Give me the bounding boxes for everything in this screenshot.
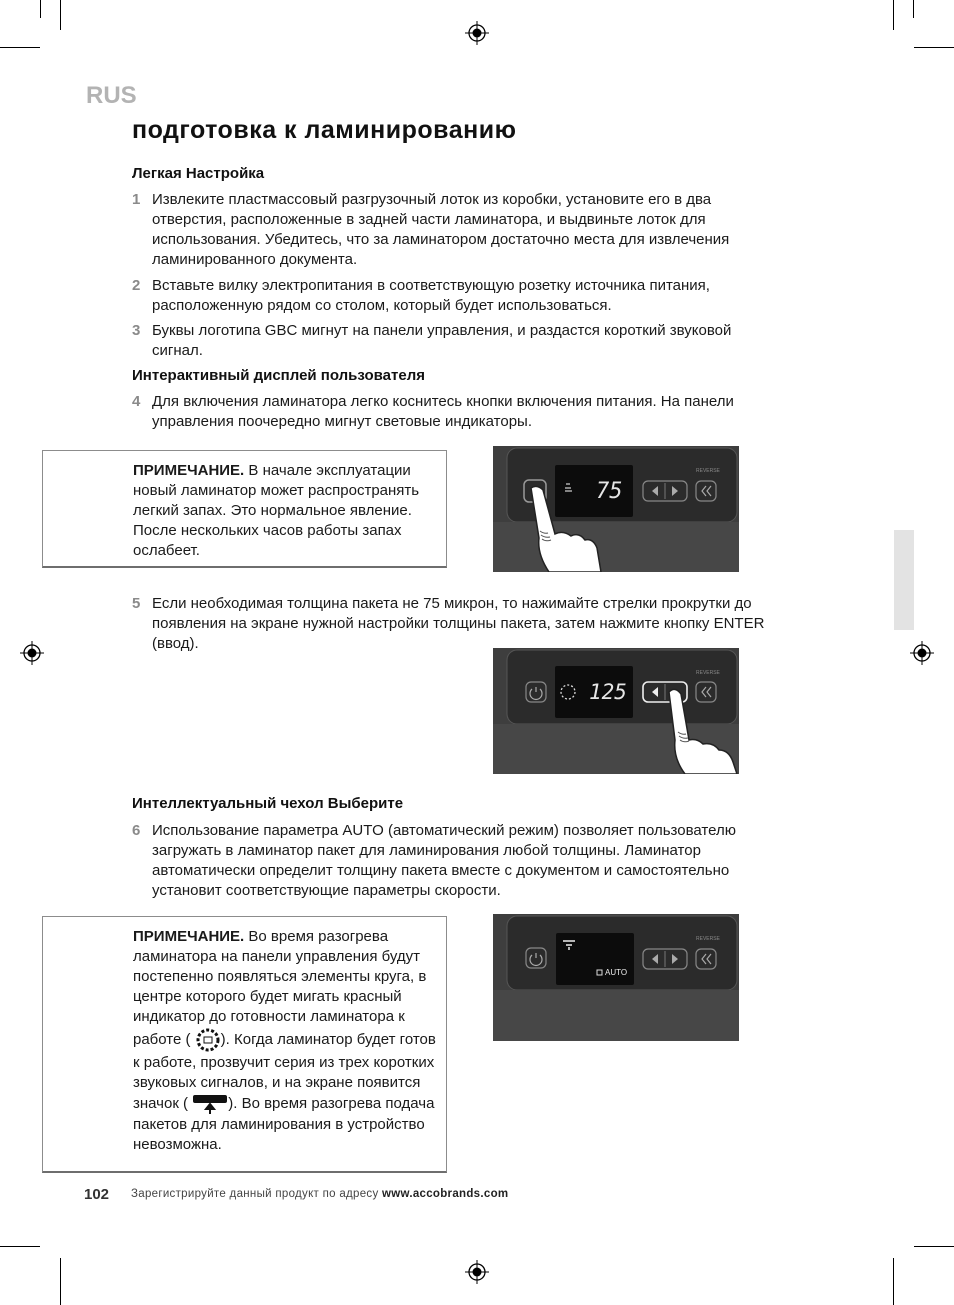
step-number: 5 — [132, 595, 141, 612]
language-code: RUS — [86, 82, 137, 109]
registration-mark-icon — [910, 641, 934, 665]
crop-mark — [893, 1258, 894, 1305]
step-5 — [132, 594, 782, 654]
page-title: подготовка к ламинированию — [132, 116, 517, 144]
reverse-label: REVERSE — [696, 936, 720, 942]
step-text: Для включения ламинатора легко коснитесь кнопки включения питания. На панели управления поочередно мигнут световые индикаторы. — [152, 393, 734, 430]
step-text: Буквы логотипа GBC мигнут на панели управления, и раздастся короткий звуковой сигнал. — [152, 322, 732, 359]
crop-mark — [0, 47, 40, 48]
footer-text — [131, 1188, 508, 1200]
step-number: 1 — [132, 191, 141, 208]
note-body — [133, 461, 439, 561]
step-3 — [132, 321, 782, 361]
step-4 — [132, 392, 782, 432]
step-number: 6 — [132, 822, 141, 839]
side-tab — [894, 530, 914, 630]
crop-mark — [60, 0, 61, 30]
display-value: 125 — [589, 680, 627, 704]
registration-mark-icon — [465, 21, 489, 45]
step-text: Использование параметра AUTO (автоматический режим) позволяет пользователю загружать в ламинатор пакет для ламинирования любой толщины. Ламинатор автоматически определит толщину пакета вместе с документом и самостоятельно установит соответствующие параметры скорости. — [152, 822, 736, 899]
step-text: Вставьте вилку электропитания в соответствующую розетку источника питания, расположенную рядом со столом, который будет использоваться. — [152, 277, 710, 314]
note-text: ). Во время разогрева подача пакетов для ламинирования в устройство невозможна. — [133, 1094, 435, 1153]
crop-mark — [893, 0, 894, 30]
footer-url[interactable]: www.accobrands.com — [382, 1188, 509, 1200]
section-heading-smart-pouch: Интеллектуальный чехол Выберите — [132, 795, 404, 812]
registration-mark-icon — [20, 641, 44, 665]
page-number: 102 — [84, 1186, 110, 1203]
step-text: Если необходимая толщина пакета не 75 микрон, то нажимайте стрелки прокрутки до появления на экране нужной настройки толщины пакета, затем нажмите кнопку ENTER (ввод). — [152, 595, 765, 652]
registration-mark-icon — [465, 1260, 489, 1284]
section-heading-easy-setup: Легкая Настройка — [132, 165, 265, 182]
note-label: ПРИМЕЧАНИЕ. — [133, 462, 245, 479]
footer-register-text: Зарегистрируйте данный продукт по адресу — [131, 1188, 379, 1200]
crop-mark — [913, 0, 914, 18]
note-label: ПРИМЕЧАНИЕ. — [133, 928, 245, 945]
crop-mark — [40, 0, 41, 18]
control-panel-image — [493, 648, 739, 774]
control-panel-image — [493, 914, 739, 1041]
crop-mark — [914, 1246, 954, 1247]
step-number: 4 — [132, 393, 141, 410]
crop-mark — [60, 1258, 61, 1305]
note-box — [42, 916, 447, 1173]
step-1 — [132, 190, 782, 270]
step-number: 2 — [132, 277, 141, 294]
control-panel-image — [493, 446, 739, 572]
note-text: В начале эксплуатации новый ламинатор может распространять легкий запах. Это нормальное явление. После нескольких часов работы запах ослабеет. — [133, 462, 420, 559]
crop-mark — [914, 47, 954, 48]
reverse-label: REVERSE — [696, 468, 720, 474]
step-2 — [132, 276, 782, 316]
note-body — [133, 927, 439, 1155]
note-text: Во время разогрева ламинатора на панели управления будут постепенно появляться элементы круга, в центре которого будет мигать красный индикатор до готовности ламинатора к работе ( — [133, 928, 427, 1048]
display-value: AUTO — [605, 968, 628, 977]
step-6 — [132, 821, 782, 901]
note-text: ). Когда ламинатор будет готов к работе, прозвучит серия из трех коротких звуковых сигналов, и на экране появится значок ( — [133, 1030, 436, 1112]
step-number: 3 — [132, 322, 141, 339]
section-heading-interactive-display: Интерактивный дисплей пользователя — [132, 367, 425, 384]
crop-mark — [0, 1246, 40, 1247]
step-text: Извлеките пластмассовый разгрузочный лоток из коробки, установите его в два отверстия, расположенные в задней части ламинатора, и выдвиньте лоток для использования. Убедитесь, что за ламинатором достаточно места для извлечения ламинированного документа. — [152, 191, 730, 268]
display-value: 75 — [596, 479, 623, 504]
note-box — [42, 450, 447, 568]
ready-pouch-icon — [192, 1093, 228, 1115]
heating-circle-icon — [195, 1027, 221, 1053]
reverse-label: REVERSE — [696, 670, 720, 676]
